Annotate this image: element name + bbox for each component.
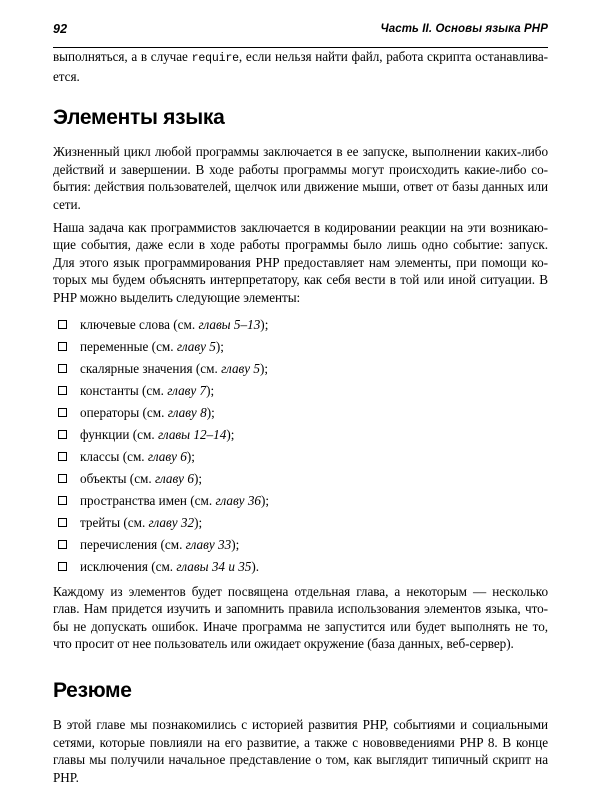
list-item-tail: ); (260, 316, 269, 332)
list-item (53, 468, 548, 490)
list-item-tail: ); (186, 448, 195, 464)
list-item-tail: ); (193, 470, 202, 486)
list-item-tail: ); (206, 404, 215, 420)
elements-paragraph-2: Наша задача как программистов заключается в кодировании реакции на эти возникаю-щие события, даже если в ходе работы программы было лишь одно событие: запуск. Для этого язык программирования PHP предоставляет нам элементы, при помощи ко-торых мы будем объяснять интерпретатору, как себя вести в той или иной ситуации. В PHP можно выделить следующие элементы: (53, 219, 548, 305)
intro-text-before-code: выполняться, а в случае (53, 49, 192, 64)
list-item-chapter-ref: главу 6 (154, 470, 194, 486)
list-item-tail: ); (231, 536, 240, 552)
list-item (53, 336, 548, 358)
intro-paragraph (53, 48, 548, 85)
list-item (53, 490, 548, 512)
inline-code-require: require (191, 52, 239, 65)
list-item (53, 380, 548, 402)
list-item-tail: ). (251, 558, 260, 574)
list-item (53, 446, 548, 468)
list-item-term: объекты (см. (80, 470, 155, 486)
list-item (53, 556, 548, 578)
list-item-tail: ); (260, 360, 269, 376)
list-item-term: переменные (см. (80, 338, 177, 354)
list-item-term: исключения (см. (80, 558, 177, 574)
square-bullet-icon (58, 364, 67, 373)
list-item (53, 512, 548, 534)
list-item-chapter-ref: главу 5 (176, 338, 216, 354)
list-item-chapter-ref: главы 5–13 (198, 316, 261, 332)
text-column (53, 48, 548, 786)
list-item (53, 534, 548, 556)
elements-list (53, 314, 548, 578)
list-item (53, 424, 548, 446)
list-item-chapter-ref: главу 33 (185, 536, 232, 552)
running-head (53, 22, 548, 48)
list-item-tail: ); (194, 514, 203, 530)
square-bullet-icon (58, 342, 67, 351)
list-item-term: операторы (см. (80, 404, 168, 420)
list-item-term: ключевые слова (см. (80, 316, 199, 332)
list-item-tail: ); (206, 382, 215, 398)
spacer (53, 130, 548, 143)
list-item-chapter-ref: главы 12–14 (157, 426, 227, 442)
list-item-chapter-ref: главу 6 (147, 448, 187, 464)
elements-paragraph-1: Жизненный цикл любой программы заключается в ее запуске, выполнении каких-либо действий и завершении. В ходе работы программы могут происходить какие-либо со-бытия: действия пользователей, щелчок или движение мыши, ответ от базы данных или сети. (53, 144, 548, 212)
square-bullet-icon (58, 408, 67, 417)
list-item-tail: ); (215, 338, 224, 354)
page-number: 92 (53, 22, 68, 36)
list-item-term: классы (см. (80, 448, 148, 464)
list-item-chapter-ref: главу 7 (167, 382, 207, 398)
square-bullet-icon (58, 540, 67, 549)
section-heading-resume: Резюме (53, 678, 132, 702)
list-item (53, 358, 548, 380)
list-item-chapter-ref: главу 5 (221, 360, 261, 376)
list-item-chapter-ref: главу 8 (167, 404, 207, 420)
square-bullet-icon (58, 474, 67, 483)
list-item (53, 402, 548, 424)
resume-paragraph-1: В этой главе мы познакомились с историей развития PHP, событиями и социальными сетями, которые повлияли на его развитие, а также с нововведениями PHP 8. В конце главы мы получили начальное представление о том, как выглядит типичный скрипт на PHP. (53, 716, 548, 785)
list-item-term: константы (см. (80, 382, 168, 398)
list-item (53, 314, 548, 336)
spacer (53, 307, 548, 314)
spacer (53, 85, 548, 106)
square-bullet-icon (58, 452, 67, 461)
square-bullet-icon (58, 496, 67, 505)
list-item-chapter-ref: главу 32 (148, 514, 195, 530)
square-bullet-icon (58, 386, 67, 395)
section-heading-elements: Элементы языка (53, 106, 225, 130)
list-item-term: трейты (см. (80, 514, 149, 530)
square-bullet-icon (58, 320, 67, 329)
square-bullet-icon (58, 518, 67, 527)
list-item-tail: ); (261, 492, 270, 508)
list-item-term: функции (см. (80, 426, 158, 442)
list-item-chapter-ref: главу 36 (215, 492, 262, 508)
spacer (53, 653, 548, 679)
list-item-tail: ); (226, 426, 235, 442)
running-head-title: Часть II. Основы языка PHP (380, 23, 548, 35)
list-item-chapter-ref: главы 34 и 35 (176, 558, 252, 574)
square-bullet-icon (58, 562, 67, 571)
list-item-term: скалярные значения (см. (80, 360, 222, 376)
elements-paragraph-3: Каждому из элементов будет посвящена отдельная глава, а некоторым — несколько глав. Нам придется изучить и запомнить правила использования элементов языка, что-бы не допускать ошибок. Иначе программа не запустится или будет выполнять не то, что просит от нее пользователь или ожидает окружение (база данных, веб-сервер). (53, 583, 548, 652)
list-item-term: пространства имен (см. (80, 492, 216, 508)
square-bullet-icon (58, 430, 67, 439)
spacer (53, 703, 548, 716)
intro-text-after-code: , если нельзя найти файл, работа скрипта останавлива-ется. (53, 49, 548, 84)
list-item-term: перечисления (см. (80, 536, 186, 552)
